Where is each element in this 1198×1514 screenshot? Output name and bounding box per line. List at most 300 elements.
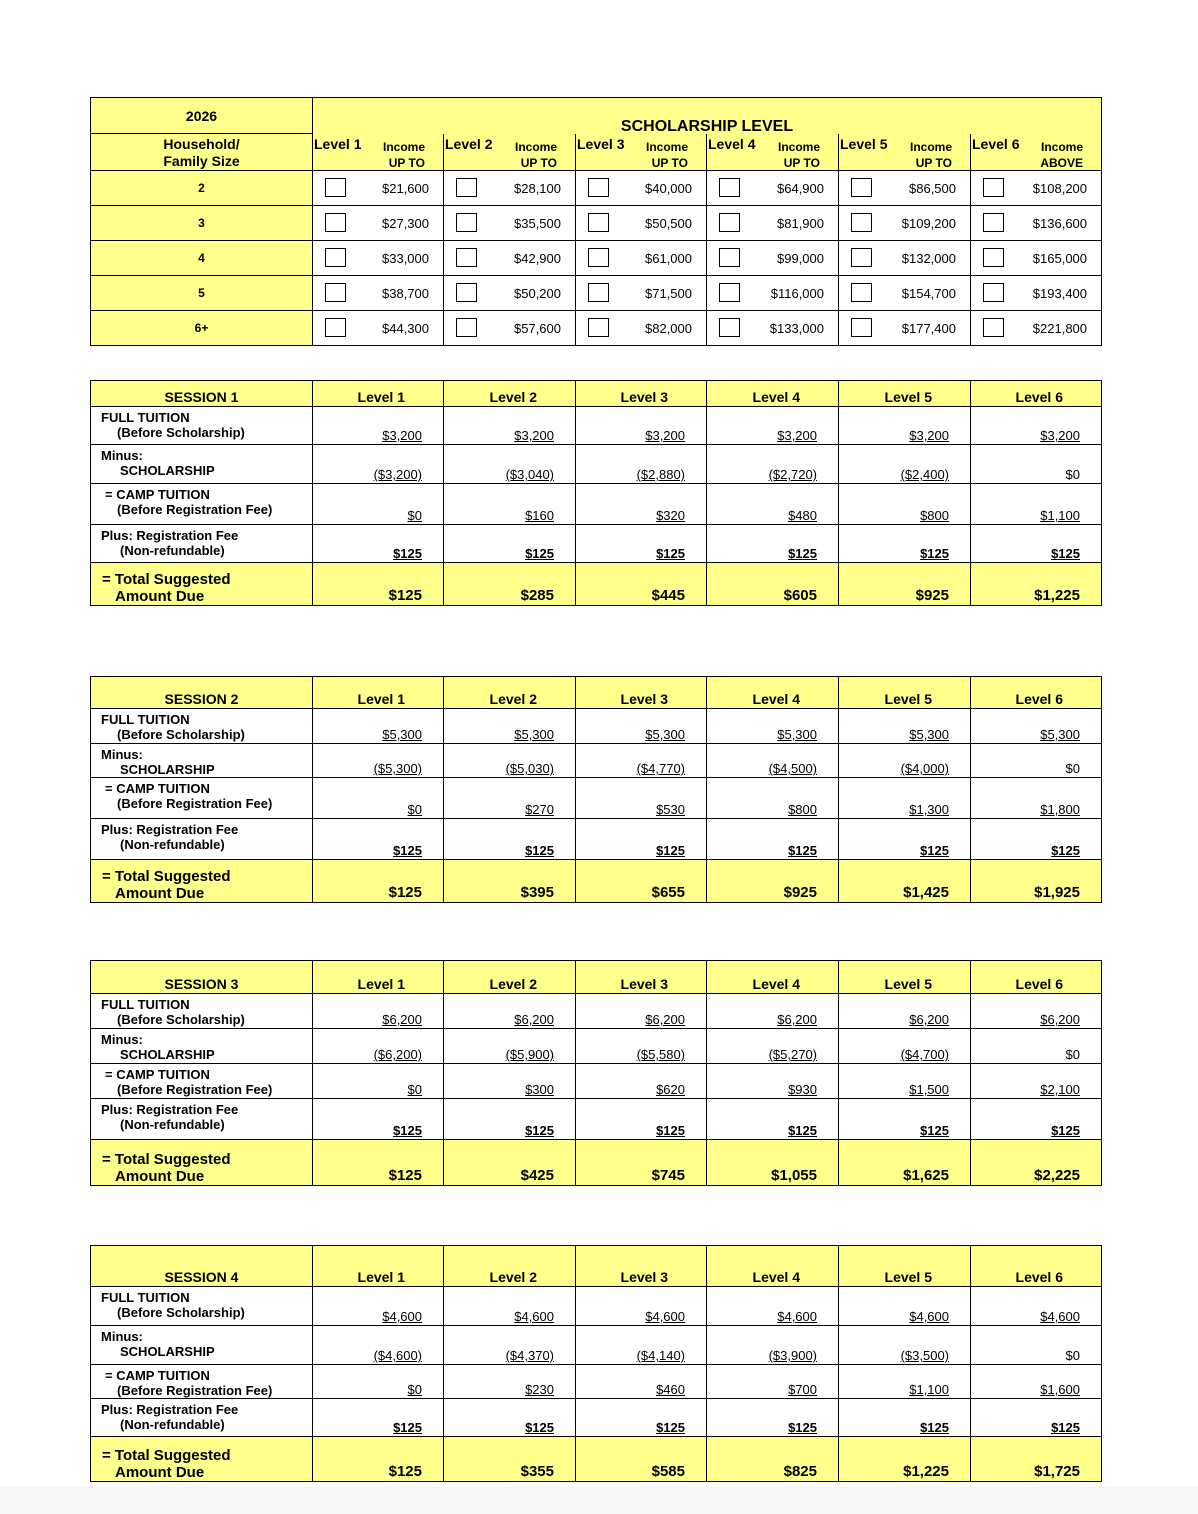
level-limit-label: ABOVE <box>1040 155 1084 170</box>
total-label-line-1: = Total Suggested <box>102 571 231 588</box>
family-size-header <box>91 134 313 171</box>
amount-value: $4,600 <box>382 1309 422 1324</box>
income-limit: $136,600 <box>1032 216 1088 231</box>
amount-cell <box>971 484 1102 525</box>
amount-value: ($3,200) <box>373 467 422 482</box>
level-name: Level 6 <box>972 135 1020 152</box>
scholarship-row <box>91 1326 1102 1365</box>
total-amount: $285 <box>444 563 576 606</box>
amount-cell <box>313 1287 444 1326</box>
amount-cell <box>839 1326 971 1365</box>
amount-cell <box>707 819 839 860</box>
level-1-header <box>313 134 444 171</box>
amount-value: $1,100 <box>909 1382 949 1397</box>
amount-cell <box>839 994 971 1029</box>
amount-cell <box>576 484 707 525</box>
amount-cell <box>444 1099 576 1140</box>
amount-value: $0 <box>1065 467 1080 482</box>
income-row <box>91 171 1102 206</box>
total-due-row <box>91 860 1102 903</box>
amount-cell <box>313 709 444 744</box>
amount-cell <box>444 1365 576 1399</box>
camp-tuition-row <box>91 1064 1102 1099</box>
income-limit: $42,900 <box>514 251 561 266</box>
session-level-header: Level 4 <box>707 381 839 407</box>
income-limit: $57,600 <box>514 321 561 336</box>
total-label-line-1: = Total Suggested <box>102 1447 231 1464</box>
level-6-header <box>971 134 1102 171</box>
level-checkbox[interactable] <box>588 248 609 267</box>
total-amount: $125 <box>313 1140 444 1186</box>
amount-value: $125 <box>393 843 422 858</box>
session-table <box>90 380 1102 606</box>
total-label-line-2: Amount Due <box>115 885 205 902</box>
income-limit: $108,200 <box>1032 181 1088 196</box>
row-label-line-1: Plus: Registration Fee <box>101 822 239 837</box>
amount-cell <box>576 994 707 1029</box>
amount-cell <box>576 744 707 778</box>
amount-cell <box>839 1029 971 1064</box>
registration-fee-row <box>91 525 1102 563</box>
total-amount: $655 <box>576 860 707 903</box>
session-level-header: Level 1 <box>313 961 444 994</box>
level-checkbox[interactable] <box>851 318 872 337</box>
level-name: Level 1 <box>314 135 362 152</box>
amount-value: $3,200 <box>777 428 817 443</box>
amount-cell <box>707 744 839 778</box>
amount-cell <box>971 1399 1102 1437</box>
row-label-line-1: = CAMP TUITION <box>105 781 210 796</box>
level-checkbox[interactable] <box>719 283 740 302</box>
amount-cell <box>971 1287 1102 1326</box>
level-checkbox[interactable] <box>456 248 477 267</box>
amount-cell <box>707 1099 839 1140</box>
level-income-label: Income <box>645 139 688 154</box>
level-checkbox[interactable] <box>588 318 609 337</box>
amount-value: $300 <box>525 1082 554 1097</box>
amount-cell <box>707 407 839 445</box>
total-amount: $1,425 <box>839 860 971 903</box>
row-label-line-2: SCHOLARSHIP <box>120 463 215 478</box>
income-level-table <box>90 97 1102 346</box>
level-checkbox[interactable] <box>588 178 609 197</box>
level-income-label: Income <box>382 139 425 154</box>
amount-cell <box>313 778 444 819</box>
amount-value: $5,300 <box>909 727 949 742</box>
amount-cell <box>313 445 444 484</box>
total-amount: $125 <box>313 860 444 903</box>
session-level-header: Level 1 <box>313 677 444 709</box>
total-amount: $1,925 <box>971 860 1102 903</box>
level-checkbox[interactable] <box>983 213 1004 232</box>
row-label-line-1: Minus: <box>101 448 143 463</box>
amount-value: ($3,500) <box>900 1348 949 1363</box>
income-limit: $221,800 <box>1032 321 1088 336</box>
family-size-cell: 5 <box>91 276 313 311</box>
session-level-header: Level 5 <box>839 961 971 994</box>
family-size-cell: 3 <box>91 206 313 241</box>
amount-value: $700 <box>788 1382 817 1397</box>
session-header-row <box>91 381 1102 407</box>
total-amount: $355 <box>444 1437 576 1482</box>
amount-value: $125 <box>525 1123 554 1138</box>
amount-value: ($3,040) <box>505 467 554 482</box>
total-amount: $585 <box>576 1437 707 1482</box>
amount-value: $2,100 <box>1040 1082 1080 1097</box>
income-limit: $99,000 <box>777 251 824 266</box>
registration-fee-row <box>91 1099 1102 1140</box>
amount-cell <box>576 1326 707 1365</box>
total-amount: $605 <box>707 563 839 606</box>
amount-value: $5,300 <box>1040 727 1080 742</box>
amount-value: $5,300 <box>777 727 817 742</box>
total-label <box>91 1437 313 1482</box>
row-label-line-1: Minus: <box>101 1032 143 1047</box>
amount-value: $125 <box>920 1420 949 1435</box>
level-limit-label: UP TO <box>783 155 820 170</box>
income-limit: $177,400 <box>901 321 956 336</box>
amount-value: $125 <box>656 1123 685 1138</box>
income-row <box>91 311 1102 346</box>
family-label-2: Family Size <box>163 153 240 169</box>
amount-value: ($4,700) <box>900 1047 949 1062</box>
amount-cell <box>707 1399 839 1437</box>
amount-value: $0 <box>407 802 422 817</box>
amount-value: $6,200 <box>777 1012 817 1027</box>
level-checkbox[interactable] <box>588 213 609 232</box>
amount-value: ($4,370) <box>505 1348 554 1363</box>
amount-cell <box>576 445 707 484</box>
row-label-line-1: Plus: Registration Fee <box>101 1402 239 1417</box>
level-checkbox[interactable] <box>456 213 477 232</box>
level-checkbox[interactable] <box>325 248 346 267</box>
amount-value: $125 <box>788 546 817 561</box>
session-level-header: Level 4 <box>707 1246 839 1287</box>
amount-value: $6,200 <box>645 1012 685 1027</box>
row-label <box>91 994 313 1029</box>
row-label-line-2: (Before Registration Fee) <box>117 1383 273 1398</box>
level-checkbox[interactable] <box>325 283 346 302</box>
total-amount: $425 <box>444 1140 576 1186</box>
row-label <box>91 407 313 445</box>
registration-fee-row <box>91 819 1102 860</box>
amount-cell <box>576 407 707 445</box>
amount-value: $0 <box>407 1082 422 1097</box>
level-checkbox[interactable] <box>456 283 477 302</box>
amount-cell <box>444 778 576 819</box>
total-amount: $1,725 <box>971 1437 1102 1482</box>
income-limit: $50,500 <box>645 216 692 231</box>
amount-cell <box>971 994 1102 1029</box>
session-level-header: Level 2 <box>444 677 576 709</box>
row-label <box>91 525 313 563</box>
amount-cell <box>971 1099 1102 1140</box>
level-checkbox[interactable] <box>719 248 740 267</box>
level-checkbox[interactable] <box>851 178 872 197</box>
level-checkbox[interactable] <box>851 248 872 267</box>
amount-value: $6,200 <box>382 1012 422 1027</box>
income-limit: $165,000 <box>1032 251 1088 266</box>
amount-value: $530 <box>656 802 685 817</box>
amount-cell <box>444 994 576 1029</box>
amount-value: $3,200 <box>909 428 949 443</box>
session-level-header: Level 4 <box>707 961 839 994</box>
session-level-header: Level 1 <box>313 1246 444 1287</box>
amount-value: $3,200 <box>514 428 554 443</box>
amount-value: $125 <box>393 1420 422 1435</box>
row-label <box>91 1326 313 1365</box>
row-label-line-1: = CAMP TUITION <box>105 487 210 502</box>
income-limit: $44,300 <box>382 321 429 336</box>
row-label-line-2: (Before Scholarship) <box>117 1012 245 1027</box>
amount-cell <box>839 407 971 445</box>
level-checkbox[interactable] <box>983 318 1004 337</box>
level-checkbox[interactable] <box>588 283 609 302</box>
row-label <box>91 709 313 744</box>
row-label-line-1: = CAMP TUITION <box>105 1067 210 1082</box>
row-label-line-2: SCHOLARSHIP <box>120 1047 215 1062</box>
session-level-header: Level 2 <box>444 381 576 407</box>
row-label <box>91 484 313 525</box>
level-name: Level 5 <box>840 135 888 152</box>
amount-cell <box>444 1287 576 1326</box>
amount-cell <box>839 1287 971 1326</box>
level-checkbox[interactable] <box>325 318 346 337</box>
amount-cell <box>313 819 444 860</box>
session-level-header: Level 6 <box>971 1246 1102 1287</box>
total-label <box>91 563 313 606</box>
level-checkbox[interactable] <box>719 213 740 232</box>
row-label-line-2: (Before Scholarship) <box>117 1305 245 1320</box>
row-label <box>91 1399 313 1437</box>
level-name: Level 3 <box>577 135 625 152</box>
income-limit: $193,400 <box>1032 286 1088 301</box>
amount-cell <box>444 445 576 484</box>
income-limit: $40,000 <box>645 181 692 196</box>
amount-cell <box>576 1399 707 1437</box>
total-label-line-2: Amount Due <box>115 588 205 605</box>
level-checkbox[interactable] <box>719 318 740 337</box>
amount-value: $125 <box>920 546 949 561</box>
total-amount: $1,225 <box>971 563 1102 606</box>
total-label-line-1: = Total Suggested <box>102 868 231 885</box>
level-checkbox[interactable] <box>719 178 740 197</box>
amount-cell <box>444 1029 576 1064</box>
row-label-line-2: (Non-refundable) <box>120 1417 225 1432</box>
amount-cell <box>707 525 839 563</box>
level-income-label: Income <box>777 139 820 154</box>
amount-value: $5,300 <box>382 727 422 742</box>
total-due-row <box>91 1140 1102 1186</box>
amount-cell <box>839 1399 971 1437</box>
level-checkbox[interactable] <box>325 178 346 197</box>
amount-value: ($4,000) <box>900 761 949 776</box>
amount-cell <box>313 1029 444 1064</box>
session-level-header: Level 5 <box>839 677 971 709</box>
amount-cell <box>971 744 1102 778</box>
level-checkbox[interactable] <box>851 213 872 232</box>
amount-cell <box>707 1029 839 1064</box>
row-label <box>91 1064 313 1099</box>
row-label <box>91 1365 313 1399</box>
row-label <box>91 445 313 484</box>
amount-value: $620 <box>656 1082 685 1097</box>
amount-value: $4,600 <box>514 1309 554 1324</box>
amount-value: $480 <box>788 508 817 523</box>
income-limit: $116,000 <box>770 286 824 301</box>
amount-value: ($5,270) <box>768 1047 817 1062</box>
income-limit: $28,100 <box>514 181 561 196</box>
total-amount: $2,225 <box>971 1140 1102 1186</box>
session-level-header: Level 6 <box>971 677 1102 709</box>
session-level-header: Level 5 <box>839 1246 971 1287</box>
level-name: Level 2 <box>445 135 493 152</box>
amount-cell <box>444 1326 576 1365</box>
level-checkbox[interactable] <box>983 283 1004 302</box>
amount-value: $125 <box>1051 1123 1080 1138</box>
amount-value: $4,600 <box>1040 1309 1080 1324</box>
session-level-header: Level 2 <box>444 961 576 994</box>
total-amount: $1,625 <box>839 1140 971 1186</box>
amount-cell <box>707 1365 839 1399</box>
amount-value: $125 <box>525 1420 554 1435</box>
amount-value: ($6,200) <box>373 1047 422 1062</box>
total-amount: $395 <box>444 860 576 903</box>
amount-value: $125 <box>525 843 554 858</box>
level-checkbox[interactable] <box>456 318 477 337</box>
amount-value: $270 <box>525 802 554 817</box>
amount-value: $125 <box>393 546 422 561</box>
amount-value: $1,800 <box>1040 802 1080 817</box>
page-bottom-band <box>0 1486 1198 1514</box>
income-limit: $154,700 <box>901 286 956 301</box>
amount-cell <box>707 445 839 484</box>
amount-value: $5,300 <box>645 727 685 742</box>
amount-cell <box>971 1029 1102 1064</box>
amount-cell <box>707 709 839 744</box>
session-table <box>90 960 1102 1186</box>
income-limit: $82,000 <box>645 321 692 336</box>
amount-value: $125 <box>1051 843 1080 858</box>
year-cell <box>91 98 313 134</box>
level-name: Level 4 <box>708 135 756 152</box>
level-5-header <box>839 134 971 171</box>
total-amount: $445 <box>576 563 707 606</box>
amount-value: $125 <box>788 1123 817 1138</box>
level-checkbox[interactable] <box>325 213 346 232</box>
amount-cell <box>576 1287 707 1326</box>
row-label-line-2: (Before Registration Fee) <box>117 796 273 811</box>
amount-cell <box>971 445 1102 484</box>
amount-cell <box>313 1099 444 1140</box>
level-checkbox[interactable] <box>851 283 872 302</box>
session-title: SESSION 4 <box>91 1246 313 1287</box>
amount-value: ($5,300) <box>373 761 422 776</box>
amount-value: $5,300 <box>514 727 554 742</box>
total-amount: $925 <box>839 563 971 606</box>
amount-cell <box>839 819 971 860</box>
level-checkbox[interactable] <box>983 248 1004 267</box>
amount-cell <box>707 1064 839 1099</box>
level-checkbox[interactable] <box>456 178 477 197</box>
amount-value: $125 <box>1051 546 1080 561</box>
amount-cell <box>839 1365 971 1399</box>
amount-cell <box>313 1326 444 1365</box>
session-level-header: Level 3 <box>576 677 707 709</box>
family-size-cell: 4 <box>91 241 313 276</box>
income-row <box>91 276 1102 311</box>
amount-cell <box>576 525 707 563</box>
total-amount: $1,225 <box>839 1437 971 1482</box>
total-amount: $825 <box>707 1437 839 1482</box>
amount-value: $3,200 <box>645 428 685 443</box>
row-label <box>91 819 313 860</box>
income-limit: $38,700 <box>382 286 429 301</box>
income-limit: $71,500 <box>645 286 692 301</box>
row-label-line-1: Plus: Registration Fee <box>101 1102 239 1117</box>
amount-value: ($4,770) <box>636 761 685 776</box>
total-due-row <box>91 563 1102 606</box>
income-row <box>91 241 1102 276</box>
amount-cell <box>444 484 576 525</box>
amount-cell <box>839 1064 971 1099</box>
amount-value: ($5,580) <box>636 1047 685 1062</box>
amount-value: $160 <box>525 508 554 523</box>
row-label-line-1: FULL TUITION <box>101 410 190 425</box>
level-4-header <box>707 134 839 171</box>
year-label: 2026 <box>185 107 218 124</box>
amount-value: $0 <box>1065 1348 1080 1363</box>
amount-value: $930 <box>788 1082 817 1097</box>
amount-value: ($5,030) <box>505 761 554 776</box>
amount-cell <box>576 1029 707 1064</box>
amount-cell <box>313 744 444 778</box>
session-table <box>90 676 1102 903</box>
total-due-row <box>91 1437 1102 1482</box>
amount-value: $125 <box>788 843 817 858</box>
full-tuition-row <box>91 994 1102 1029</box>
income-limit: $81,900 <box>777 216 824 231</box>
amount-value: $800 <box>788 802 817 817</box>
amount-cell <box>839 778 971 819</box>
amount-value: $4,600 <box>909 1309 949 1324</box>
amount-value: $3,200 <box>1040 428 1080 443</box>
amount-value: $6,200 <box>909 1012 949 1027</box>
income-limit: $50,200 <box>514 286 561 301</box>
row-label <box>91 778 313 819</box>
total-label <box>91 1140 313 1186</box>
total-amount: $1,055 <box>707 1140 839 1186</box>
amount-value: $1,300 <box>909 802 949 817</box>
amount-value: $1,600 <box>1040 1382 1080 1397</box>
amount-value: ($2,880) <box>636 467 685 482</box>
income-limit: $21,600 <box>382 181 429 196</box>
amount-value: $0 <box>407 508 422 523</box>
full-tuition-row <box>91 1287 1102 1326</box>
camp-tuition-row <box>91 484 1102 525</box>
amount-value: ($4,140) <box>636 1348 685 1363</box>
level-income-label: Income <box>1041 139 1084 154</box>
row-label-line-1: FULL TUITION <box>101 1290 190 1305</box>
amount-cell <box>576 778 707 819</box>
amount-value: $320 <box>656 508 685 523</box>
amount-cell <box>313 525 444 563</box>
amount-cell <box>839 709 971 744</box>
level-checkbox[interactable] <box>983 178 1004 197</box>
amount-value: $230 <box>525 1382 554 1397</box>
amount-value: ($5,900) <box>505 1047 554 1062</box>
amount-value: $125 <box>656 546 685 561</box>
